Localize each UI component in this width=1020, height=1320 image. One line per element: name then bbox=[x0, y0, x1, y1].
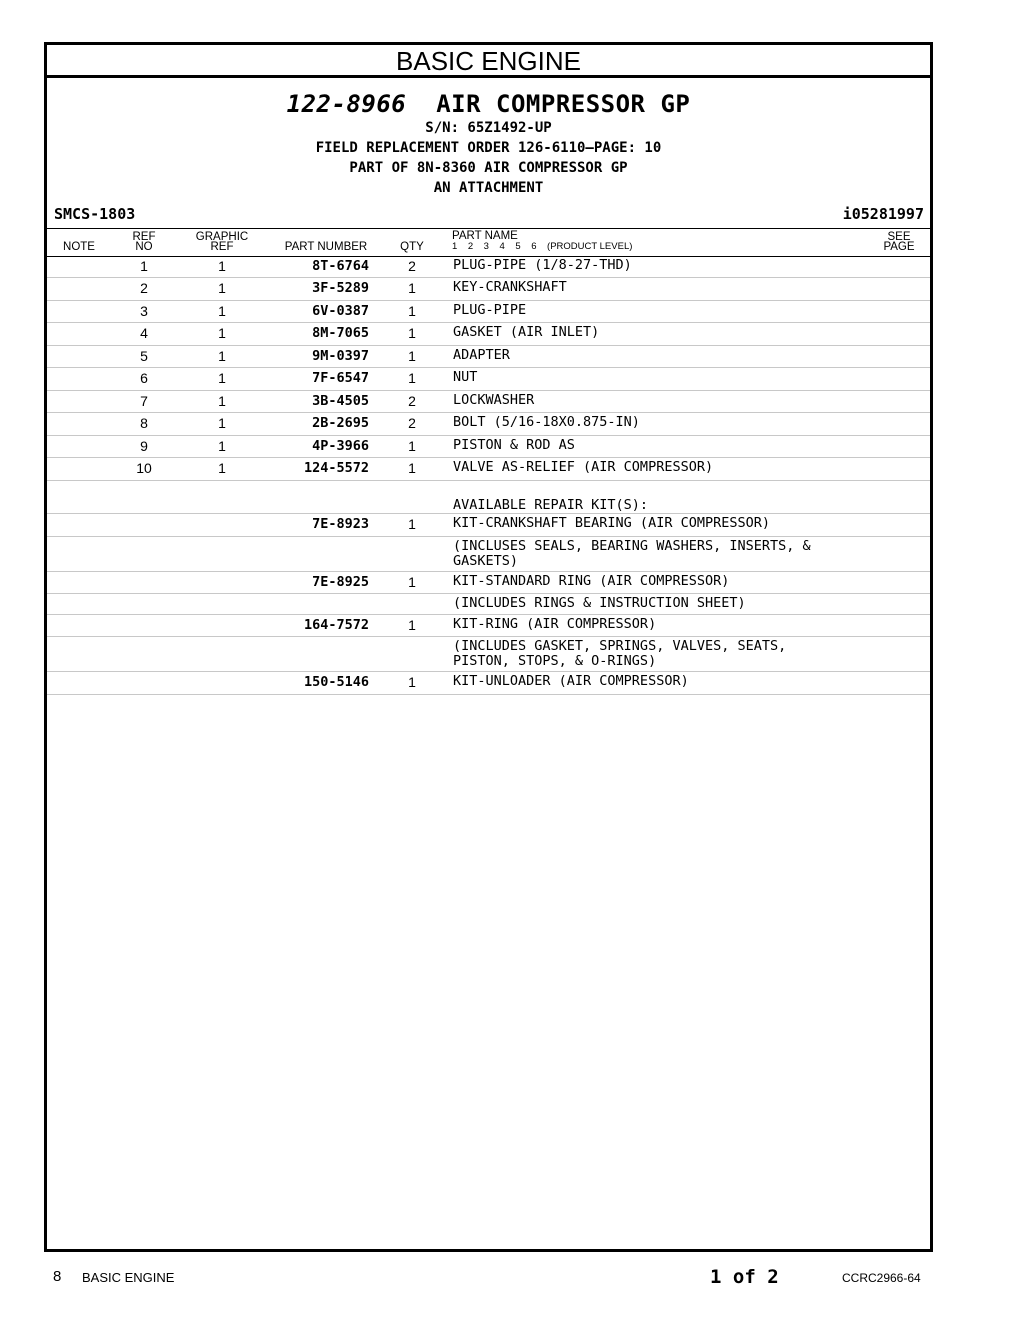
ref-no: 9 bbox=[140, 438, 148, 454]
group-name: AIR COMPRESSOR GP bbox=[436, 90, 691, 118]
attachment-line: AN ATTACHMENT bbox=[433, 180, 544, 196]
part-name: AVAILABLE REPAIR KIT(S): bbox=[453, 497, 649, 513]
table-row bbox=[47, 256, 930, 278]
quantity: 2 bbox=[408, 258, 416, 274]
table-row bbox=[47, 368, 930, 391]
table-row bbox=[47, 481, 930, 514]
page-frame bbox=[44, 42, 933, 1252]
part-number: 9M-0397 bbox=[312, 348, 369, 364]
table-row bbox=[47, 572, 930, 594]
smcs-code: SMCS-1803 bbox=[54, 205, 136, 223]
quantity: 2 bbox=[408, 393, 416, 409]
table-row bbox=[47, 413, 930, 436]
col-product-level: 1 2 3 4 5 6 (PRODUCT LEVEL) bbox=[452, 241, 633, 252]
table-row bbox=[47, 346, 930, 368]
column-headers bbox=[47, 228, 930, 257]
ref-no: 4 bbox=[140, 325, 148, 341]
part-name: ADAPTER bbox=[453, 347, 510, 363]
footer-section: BASIC ENGINE bbox=[82, 1270, 175, 1285]
part-name: KIT-UNLOADER (AIR COMPRESSOR) bbox=[453, 673, 689, 689]
part-name: PISTON & ROD AS bbox=[453, 437, 575, 453]
part-number: 8M-7065 bbox=[312, 325, 369, 341]
footer-page-number: 8 bbox=[53, 1268, 62, 1285]
illustration-id: i05281997 bbox=[842, 205, 924, 223]
col-part-name: PART NAME bbox=[452, 230, 518, 242]
col-graphic-top: GRAPHIC bbox=[195, 231, 249, 243]
part-name: GASKET (AIR INLET) bbox=[453, 324, 600, 340]
ref-no: 5 bbox=[140, 348, 148, 364]
part-name: KIT-STANDARD RING (AIR COMPRESSOR) bbox=[453, 573, 730, 589]
ref-no: 7 bbox=[140, 393, 148, 409]
section-title: BASIC ENGINE bbox=[47, 45, 930, 78]
graphic-ref: 1 bbox=[218, 280, 226, 296]
part-name: (INCLUDES GASKET, SPRINGS, VALVES, SEATS, PISTON, STOPS, & O-RINGS) bbox=[453, 638, 787, 669]
table-row bbox=[47, 436, 930, 458]
part-number: 150-5146 bbox=[303, 674, 369, 690]
quantity: 1 bbox=[408, 438, 416, 454]
table-row bbox=[47, 458, 930, 481]
footer-doc-code: CCRC2966-64 bbox=[842, 1271, 921, 1285]
footer-page-of: 1 of 2 bbox=[710, 1266, 779, 1288]
ref-no: 2 bbox=[140, 280, 148, 296]
quantity: 1 bbox=[408, 303, 416, 319]
col-graphic-bottom: REF bbox=[210, 241, 234, 253]
smcs-row bbox=[54, 205, 924, 225]
part-name: (INCLUDES RINGS & INSTRUCTION SHEET) bbox=[453, 595, 746, 611]
graphic-ref: 1 bbox=[218, 258, 226, 274]
col-part-number: PART NUMBER bbox=[284, 241, 368, 253]
quantity: 1 bbox=[408, 370, 416, 386]
table-row bbox=[47, 672, 930, 695]
part-number: 8T-6764 bbox=[312, 258, 369, 274]
part-number: 7F-6547 bbox=[312, 370, 369, 386]
table-row bbox=[47, 278, 930, 301]
field-replacement-order: FIELD REPLACEMENT ORDER 126-6110—PAGE: 10 bbox=[315, 140, 662, 156]
part-number: 124-5572 bbox=[303, 460, 369, 476]
table-row bbox=[47, 323, 930, 346]
graphic-ref: 1 bbox=[218, 325, 226, 341]
ref-no: 1 bbox=[140, 258, 148, 274]
part-name: (INCLUSES SEALS, BEARING WASHERS, INSERTS, & GASKETS) bbox=[453, 538, 811, 569]
col-qty: QTY bbox=[400, 241, 424, 253]
col-see-top: SEE bbox=[887, 231, 911, 243]
graphic-ref: 1 bbox=[218, 370, 226, 386]
part-name: KIT-RING (AIR COMPRESSOR) bbox=[453, 616, 657, 632]
table-row bbox=[47, 514, 930, 537]
ref-no: 8 bbox=[140, 415, 148, 431]
table-row bbox=[47, 615, 930, 637]
graphic-ref: 1 bbox=[218, 415, 226, 431]
group-number: 122-8966 bbox=[286, 90, 407, 118]
part-name: LOCKWASHER bbox=[453, 392, 535, 408]
graphic-ref: 1 bbox=[218, 303, 226, 319]
quantity: 1 bbox=[408, 574, 416, 590]
table-row bbox=[47, 594, 930, 615]
quantity: 1 bbox=[408, 674, 416, 690]
ref-no: 10 bbox=[136, 460, 152, 476]
group-title bbox=[47, 90, 930, 118]
col-ref-top: REF bbox=[132, 231, 156, 243]
group-heading bbox=[47, 90, 930, 198]
graphic-ref: 1 bbox=[218, 460, 226, 476]
page-footer bbox=[0, 1266, 1020, 1290]
part-number: 7E-8923 bbox=[312, 516, 369, 532]
part-name: NUT bbox=[453, 369, 478, 385]
quantity: 1 bbox=[408, 460, 416, 476]
col-note: NOTE bbox=[63, 241, 95, 253]
ref-no: 6 bbox=[140, 370, 148, 386]
quantity: 1 bbox=[408, 348, 416, 364]
part-number: 4P-3966 bbox=[312, 438, 369, 454]
col-see-bottom: PAGE bbox=[883, 241, 915, 253]
part-name: VALVE AS-RELIEF (AIR COMPRESSOR) bbox=[453, 459, 714, 475]
part-name: PLUG-PIPE (1/8-27-THD) bbox=[453, 257, 632, 273]
part-name: PLUG-PIPE bbox=[453, 302, 527, 318]
parts-list bbox=[47, 256, 930, 695]
serial-number: S/N: 65Z1492-UP bbox=[425, 120, 552, 136]
graphic-ref: 1 bbox=[218, 393, 226, 409]
quantity: 1 bbox=[408, 516, 416, 532]
part-number: 164-7572 bbox=[303, 617, 369, 633]
table-row bbox=[47, 391, 930, 413]
part-number: 7E-8925 bbox=[312, 574, 369, 590]
quantity: 1 bbox=[408, 280, 416, 296]
quantity: 1 bbox=[408, 325, 416, 341]
quantity: 1 bbox=[408, 617, 416, 633]
col-ref-bottom: NO bbox=[135, 241, 153, 253]
ref-no: 3 bbox=[140, 303, 148, 319]
part-number: 3F-5289 bbox=[312, 280, 369, 296]
table-row bbox=[47, 637, 930, 672]
part-name: BOLT (5/16-18X0.875-IN) bbox=[453, 414, 640, 430]
table-row bbox=[47, 301, 930, 323]
part-name: KIT-CRANKSHAFT BEARING (AIR COMPRESSOR) bbox=[453, 515, 770, 531]
quantity: 2 bbox=[408, 415, 416, 431]
graphic-ref: 1 bbox=[218, 348, 226, 364]
part-name: KEY-CRANKSHAFT bbox=[453, 279, 567, 295]
table-row bbox=[47, 537, 930, 572]
graphic-ref: 1 bbox=[218, 438, 226, 454]
part-of-line: PART OF 8N-8360 AIR COMPRESSOR GP bbox=[349, 160, 628, 176]
part-number: 2B-2695 bbox=[312, 415, 369, 431]
part-number: 3B-4505 bbox=[312, 393, 369, 409]
part-number: 6V-0387 bbox=[312, 303, 369, 319]
